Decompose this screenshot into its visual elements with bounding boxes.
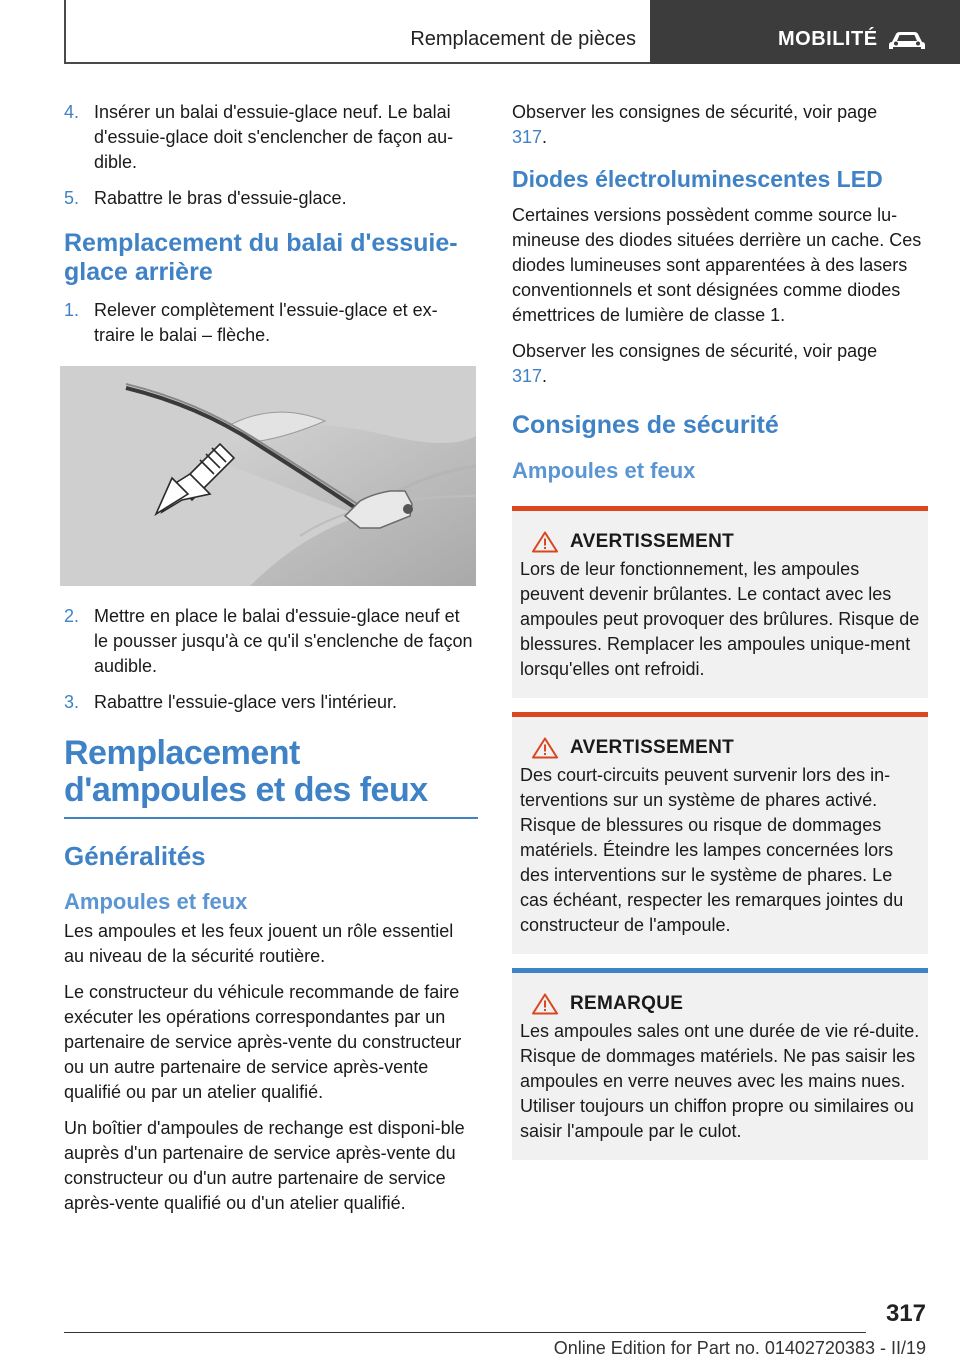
- car-icon: [888, 30, 926, 52]
- note-header: [520, 993, 920, 1015]
- note-title: REMARQUE: [570, 993, 684, 1014]
- footer-edition: Online Edition for Part no. 01402720383 - II/19: [553, 1338, 926, 1358]
- warning-text: Des court-circuits peuvent survenir lors des in-terventions sur un système de phares activé. Risque de blessures ou risque de dommages matériels. Éteindre les lampes concernées lors des interventions sur le système de phares. Le cas échéant, respecter les remarques jointes du constructeur de l'ampoule.: [520, 765, 904, 935]
- warning-header: [520, 531, 920, 553]
- led-heading: Diodes électroluminescentes LED: [512, 166, 883, 192]
- rear-wiper-illustration: [60, 366, 476, 586]
- step-5: [64, 186, 478, 211]
- footer-rule: [64, 1332, 866, 1333]
- safety-reference: [512, 339, 928, 389]
- paragraph: Certaines versions possèdent comme source lu-mineuse des diodes situées derrière un cache. Ces diodes lumineuses sont apparentées à des lasers conventionnels et sont désignées comme diodes émettrices de lumière de classe 1.: [512, 205, 922, 325]
- warning-title: AVERTISSEMENT: [570, 531, 735, 552]
- note-box: [512, 968, 928, 1160]
- reference-text: Observer les consignes de sécurité, voir page: [512, 341, 878, 361]
- header-chapter-title: MOBILITÉ: [778, 28, 878, 50]
- paragraph: Un boîtier d'ampoules de rechange est disponi-ble auprès d'un partenaire de service après-vente du constructeur ou d'un autre partenaire de service après-vente qualifié ou d'un atelier qualifié.: [64, 1118, 465, 1213]
- page-link[interactable]: 317: [512, 127, 543, 147]
- step-number: 1.: [64, 300, 80, 320]
- step-text: Rabattre l'essuie-glace vers l'intérieur.: [94, 692, 398, 712]
- step-text: Rabattre le bras d'essuie-glace.: [94, 188, 347, 208]
- warning-box: [512, 506, 928, 698]
- rear-wiper-heading: Remplacement du balai d'essuie-glace arrière: [64, 229, 458, 286]
- left-column: [64, 100, 478, 1227]
- step-number: 2.: [64, 606, 80, 626]
- step-number: 5.: [64, 188, 80, 208]
- page-link[interactable]: 317: [512, 366, 543, 386]
- paragraph: Le constructeur du véhicule recommande de faire exécuter les opérations correspondantes par un partenaire de service après-vente du constructeur ou un autre partenaire de service après-vente qualifié ou par un atelier qualifié.: [64, 982, 462, 1102]
- chapter-title-rule: [64, 817, 478, 819]
- step-text: Relever complètement l'essuie-glace et ex-traire le balai – flèche.: [94, 300, 438, 345]
- right-column: [512, 100, 928, 1174]
- step-text: Insérer un balai d'essuie-glace neuf. Le balai d'essuie-glace doit s'enclencher de façon au-dible.: [94, 102, 454, 172]
- header-bottom-rule: [64, 62, 650, 64]
- safety-reference: [512, 100, 928, 150]
- warning-triangle-icon: [532, 993, 558, 1015]
- warning-box: [512, 712, 928, 954]
- step-number: 4.: [64, 102, 80, 122]
- bulbs-subheading: Ampoules et feux: [512, 458, 696, 483]
- reference-end: .: [542, 127, 548, 147]
- step-text: Mettre en place le balai d'essuie-glace neuf et le pousser jusqu'à ce qu'il s'enclenche de façon audible.: [94, 606, 473, 676]
- reference-end: .: [542, 366, 548, 386]
- header-section-title: Remplacement de pièces: [410, 28, 636, 50]
- warning-text: Lors de leur fonctionnement, les ampoules peuvent devenir brûlantes. Le contact avec les ampoules peut provoquer des brûlures. Risque de blessures. Remplacer les ampoules unique-ment lorsqu'elles ont refroidi.: [520, 559, 920, 679]
- warning-header: [520, 737, 920, 759]
- step-number: 3.: [64, 692, 80, 712]
- warning-triangle-icon: [532, 737, 558, 759]
- step-1: [64, 298, 478, 348]
- bulbs-subheading: Ampoules et feux: [64, 889, 248, 914]
- step-4: [64, 100, 478, 175]
- step-3: [64, 690, 478, 715]
- page-number: 317: [885, 1300, 926, 1327]
- step-2: [64, 604, 478, 679]
- general-heading: Généralités: [64, 841, 206, 871]
- warning-title: AVERTISSEMENT: [570, 737, 735, 758]
- note-text: Les ampoules sales ont une durée de vie ré-duite. Risque de dommages matériels. Ne pas saisir les ampoules en verre neuves avec les mains nues. Utiliser toujours un chiffon propre ou similaires ou saisir l'ampoule par le culot.: [520, 1021, 920, 1141]
- paragraph: Les ampoules et les feux jouent un rôle essentiel au niveau de la sécurité routière.: [64, 921, 454, 966]
- safety-heading: Consignes de sécurité: [512, 411, 779, 439]
- reference-text: Observer les consignes de sécurité, voir page: [512, 102, 878, 122]
- warning-triangle-icon: [532, 531, 558, 553]
- header-left-rule: [64, 0, 66, 64]
- chapter-title: Remplacement d'ampoules et des feux: [64, 734, 428, 809]
